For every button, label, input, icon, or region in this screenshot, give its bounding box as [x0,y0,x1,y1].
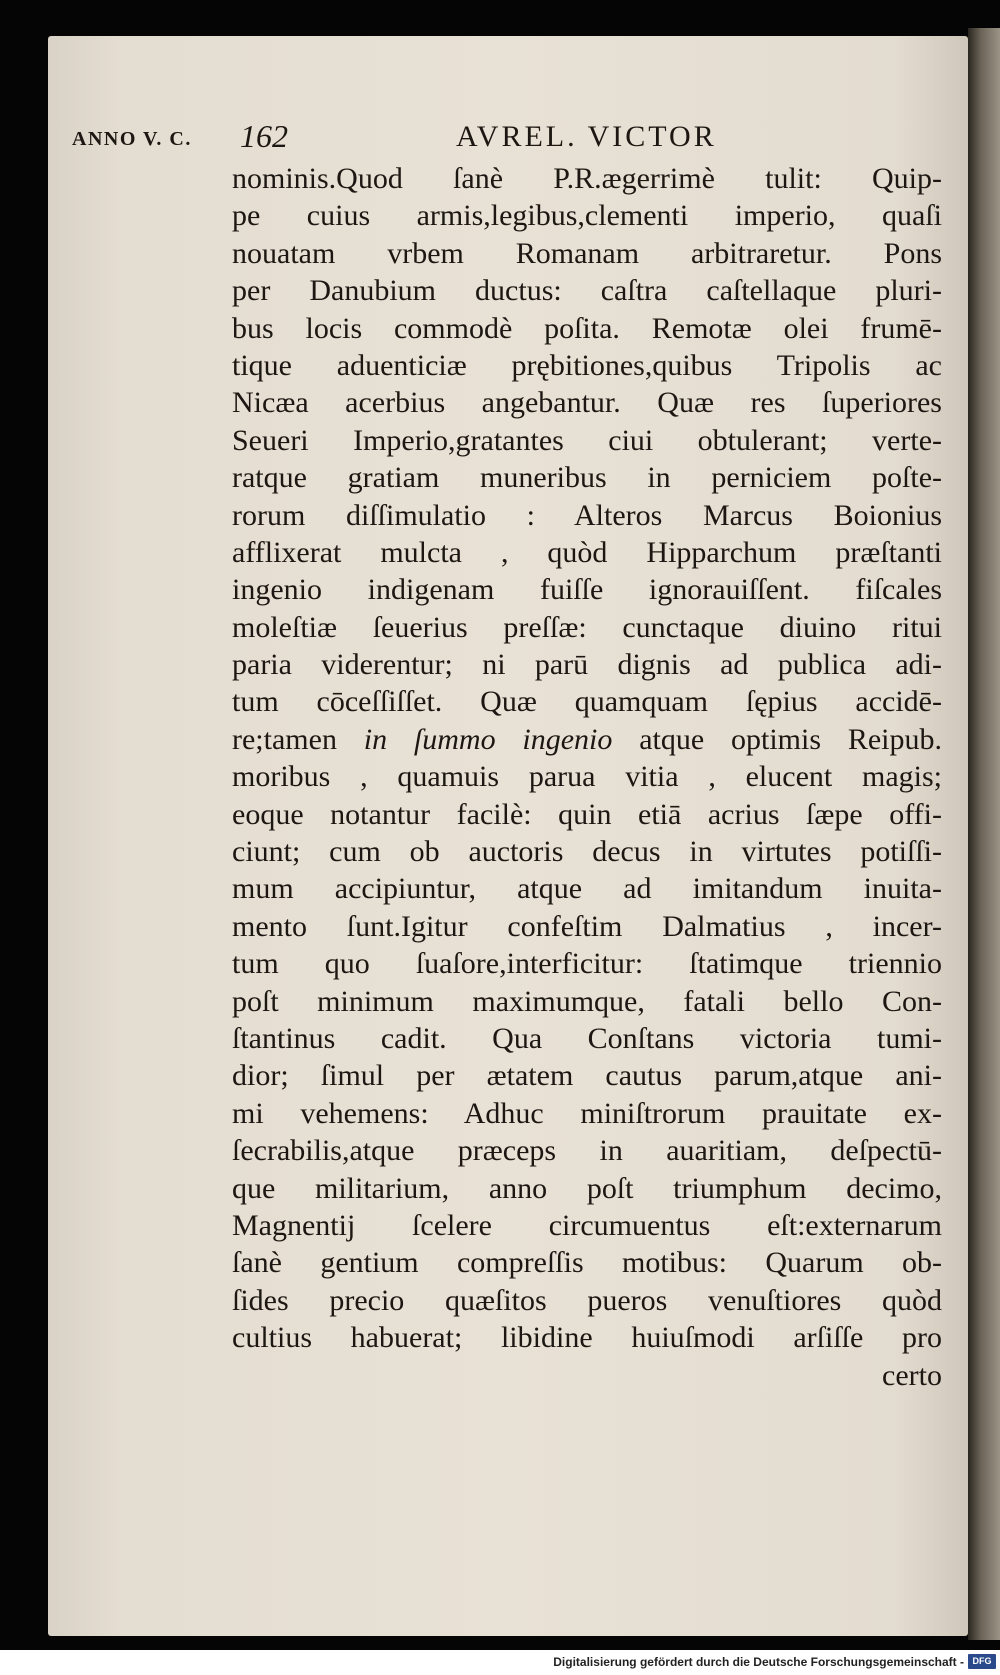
text-line-mixed [232,721,942,758]
text-line: per Danubium ductus: caſtra caſtellaque pluri- [232,274,942,308]
text-line: mi vehemens: Adhuc miniſtrorum prauitate ex- [232,1096,942,1130]
text-line: poſt minimum maximumque, fatali bello Con- [232,984,942,1018]
text-line: tum quo ſuaſore,interficitur: ſtatimque triennio [232,947,942,981]
text-line: ingenio indigenam fuiſſe ignorauiſſent. fiſcales [232,573,942,607]
text-line: nouatam vrbem Romanam arbitraretur. Pons [232,236,942,270]
text-line: pe cuius armis,legibus,clementi imperio, quaſi [232,199,942,233]
text-line: mento ſunt.Igitur confeſtim Dalmatius , incer- [232,909,942,943]
catchword: certo [882,1358,942,1392]
text-line: ſanè gentium compreſſis motibus: Quarum ob- [232,1246,942,1280]
text-line: ſides precio quæſitos pueros venuſtiores quòd [232,1283,942,1317]
adjacent-page-edge [968,28,1000,1640]
dfg-logo: DFG [968,1654,996,1669]
funding-credit: Digitalisierung gefördert durch die Deutsche Forschungsgemeinschaft - [553,1655,964,1669]
text-line: tum cōceſſiſſet. Quæ quamquam ſępius accidē- [232,685,942,719]
digitization-footer [0,1650,1000,1675]
text-segment: re;tamen [232,722,364,756]
text-segment: atque optimis Reipub. [612,722,942,756]
text-line: afflixerat mulcta , quòd Hipparchum præſtanti [232,535,942,569]
running-title: AVREL. VICTOR [456,120,717,153]
text-line: ſtantinus cadit. Qua Conſtans victoria tumi- [232,1021,942,1055]
text-line: moribus , quamuis parua vitia , elucent magis; [232,760,942,794]
text-line: eoque notantur facilè: quin etiā acrius ſæpe offi- [232,797,942,831]
body-text [232,160,942,1394]
text-line: moleſtiæ ſeuerius preſſæ: cunctaque diuino ritui [232,610,942,644]
text-line: cultius habuerat; libidine huiuſmodi arſiſſe pro [232,1321,942,1355]
text-line: ratque gratiam muneribus in perniciem poſte- [232,461,942,495]
text-line: ciunt; cum ob auctoris decus in virtutes potiſſi- [232,835,942,869]
text-line: tique aduenticiæ prębitiones,quibus Tripolis ac [232,348,942,382]
running-head-year: ANNO V. C. [72,128,192,150]
text-line: mum accipiuntur, atque ad imitandum inuita- [232,872,942,906]
text-line: ſecrabilis,atque præceps in auaritiam, deſpectū- [232,1134,942,1168]
text-line: dior; ſimul per ætatem cautus parum,atque ani- [232,1059,942,1093]
text-line: rorum diſſimulatio : Alteros Marcus Boionius [232,498,942,532]
text-line: paria viderentur; ni parū dignis ad publica adi- [232,648,942,682]
italic-phrase: in ſummo ingenio [363,722,613,756]
page-number: 162 [240,118,288,154]
page-header [64,118,944,162]
text-line: Magnentij ſcelere circumuentus eſt:externarum [232,1208,942,1242]
text-line: bus locis commodè poſita. Remotæ olei frumē- [232,311,942,345]
text-line: Seueri Imperio,gratantes ciui obtulerant; verte- [232,423,942,457]
text-line: Nicæa acerbius angebantur. Quæ res ſuperiores [232,386,942,420]
text-line: nominis.Quod ſanè P.R.ægerrimè tulit: Quip- [232,162,942,195]
text-line: que militarium, anno poſt triumphum decimo, [232,1171,942,1205]
